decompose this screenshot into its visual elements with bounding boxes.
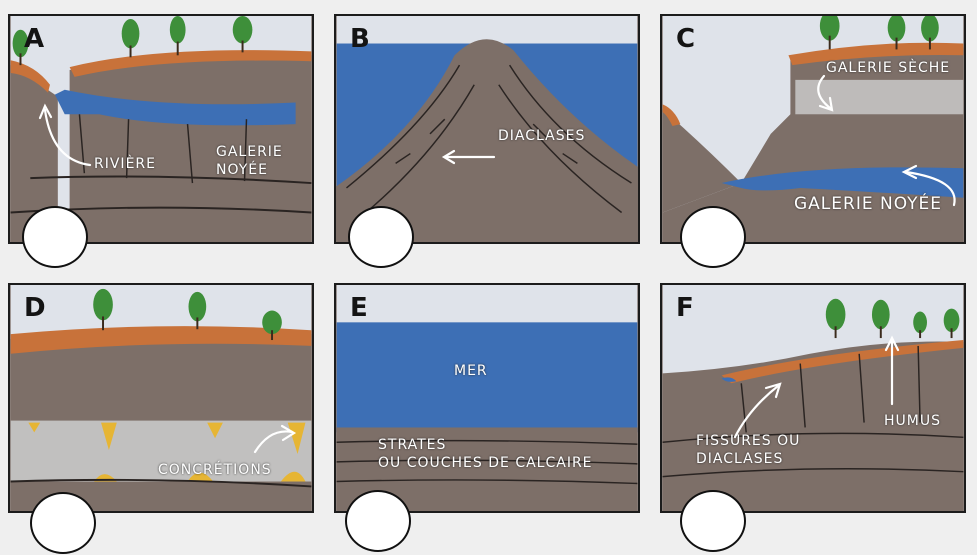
panel-d <box>8 283 314 513</box>
scene-e <box>336 285 638 511</box>
panel-letter: B <box>350 24 370 54</box>
label-fissures: FISSURES OU DIACLASES <box>696 433 801 467</box>
label-humus: HUMUS <box>884 413 941 429</box>
label-flooded-gallery: GALERIE NOYÉE <box>216 144 283 178</box>
answer-circle-b[interactable] <box>348 206 414 268</box>
panel-letter: D <box>24 293 46 323</box>
answer-circle-e[interactable] <box>345 490 411 552</box>
panel-e <box>334 283 640 513</box>
answer-circle-a[interactable] <box>22 206 88 268</box>
answer-circle-d[interactable] <box>30 492 96 554</box>
label-flooded-gallery: GALERIE NOYÉE <box>794 194 943 214</box>
label-joints: DIACLASES <box>498 128 586 144</box>
panel-letter: A <box>24 24 45 54</box>
label-dry-gallery: GALERIE SÈCHE <box>826 60 951 76</box>
scene-f <box>662 285 964 511</box>
answer-circle-c[interactable] <box>680 206 746 268</box>
label-sea: MER <box>454 363 488 379</box>
panel-letter: E <box>350 293 368 323</box>
panel-f <box>660 283 966 513</box>
label-strata: STRATES OU COUCHES DE CALCAIRE <box>378 437 593 471</box>
label-river: RIVIÈRE <box>94 156 156 172</box>
answer-circle-f[interactable] <box>680 490 746 552</box>
panel-letter: C <box>676 24 696 54</box>
label-concretions: CONCRÉTIONS <box>158 462 272 478</box>
panel-letter: F <box>676 293 694 323</box>
